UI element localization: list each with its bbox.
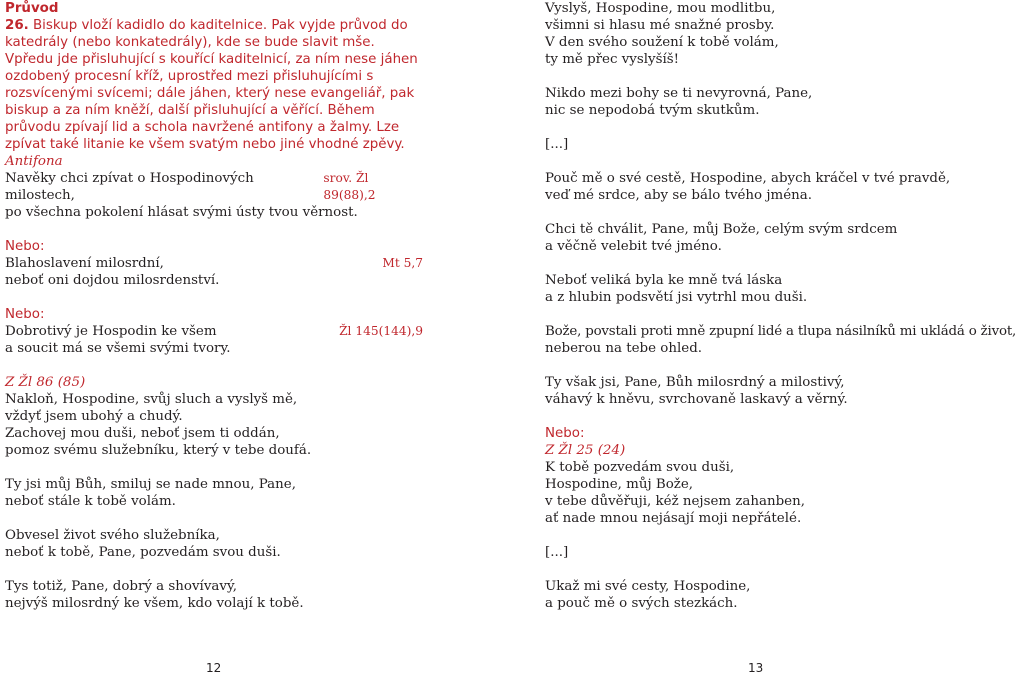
psalm-line: Vyslyš, Hospodine, mou modlitbu, [545,1,776,16]
psalm-line: neboť stále k tobě volám. [5,494,176,509]
psalm-line: neberou na tebe ohled. [545,341,703,356]
psalm-stanza [545,221,960,255]
psalm-line: všimni si hlasu mé snažné prosby. [545,18,775,33]
right-page [545,0,1016,629]
nebo-label: Nebo: [5,239,45,254]
psalm-line: pomoz svému služebníku, který v tebe doufá. [5,443,312,458]
scripture-reference: srov. Žl 89(88),2 [323,171,376,202]
antiphon-line: a soucit má se všemi svými tvory. [5,341,231,356]
psalm-line: Ty však jsi, Pane, Bůh milosrdný a milostivý, [545,375,845,390]
psalm-line: Nikdo mezi bohy se ti nevyrovná, Pane, [545,86,813,101]
scripture-reference: Žl 145(144),9 [339,324,423,338]
psalm-title: Z Žl 86 (85) [5,375,86,390]
page-number-left: 12 [206,661,222,675]
psalm-title: Z Žl 25 (24) [545,443,626,458]
psalm-stanza [545,374,960,408]
psalm-stanza [545,459,960,527]
psalm-stanza [545,272,960,306]
psalm-stanza [5,527,423,561]
psalm-line: Pouč mě o své cestě, Hospodine, abych kráčel v tvé pravdě, [545,171,951,186]
antiphon-3 [5,323,423,357]
psalm-line: Ty jsi můj Bůh, smiluj se nade mnou, Pane, [5,477,296,492]
left-page [5,0,423,629]
antiphon-1 [5,170,423,221]
antiphon-line: neboť oni dojdou milosrdenství. [5,273,220,288]
psalm-stanza [545,0,960,68]
psalm-stanza [5,391,423,459]
nebo-label: Nebo: [545,426,585,441]
section-heading: Průvod [5,1,59,16]
psalm-line: Zachovej mou duši, neboť jsem ti oddán, [5,426,280,441]
psalm-stanza [5,476,423,510]
nebo-label: Nebo: [5,307,45,322]
psalm-stanza [545,323,1016,357]
psalm-line: Tys totiž, Pane, dobrý a shovívavý, [5,579,237,594]
scripture-reference: Mt 5,7 [382,256,423,270]
psalm-stanza [5,578,423,612]
rubric-instruction [5,17,423,153]
psalm-line: nejvýš milosrdný ke všem, kdo volají k tobě. [5,596,304,611]
psalm-line: Neboť veliká byla ke mně tvá láska [545,273,783,288]
psalm-line: v tebe důvěřuji, kéž nejsem zahanben, [545,494,805,509]
antiphon-line: Dobrotivý je Hospodin ke všem [5,324,217,339]
psalm-line: Obvesel život svého služebníka, [5,528,220,543]
ellipsis: [...] [545,545,569,560]
psalm-stanza [545,170,960,204]
psalm-line: ty mě přec vyslyšíš! [545,52,679,67]
psalm-line: Chci tě chválit, Pane, můj Bože, celým svým srdcem [545,222,898,237]
psalm-line: vždyť jsem ubohý a chudý. [5,409,183,424]
psalm-line: váhavý k hněvu, svrchovaně laskavý a věrný. [545,392,848,407]
psalm-line: a pouč mě o svých stezkách. [545,596,738,611]
psalm-line: K tobě pozvedám svou duši, [545,460,735,475]
psalm-line: ať nade mnou nejásají moji nepřátelé. [545,511,802,526]
psalm-line: a věčně velebit tvé jméno. [545,239,722,254]
psalm-line: Hospodine, můj Bože, [545,477,694,492]
antiphon-line: po všechna pokolení hlásat svými ústy tvou věrnost. [5,205,358,220]
psalm-line: nic se nepodobá tvým skutkům. [545,103,760,118]
antifona-label: Antifona [5,154,63,169]
psalm-line: neboť k tobě, Pane, pozvedám svou duši. [5,545,281,560]
psalm-line: Ukaž mi své cesty, Hospodine, [545,579,751,594]
rubric-text: Biskup vloží kadidlo do kaditelnice. Pak vyjde průvod do katedrály (nebo konkatedrály), kde se bude slavit mše. Vpředu jde přisluhující s kouřící kaditelnicí, za ním nese jáhen ozdobený procesní kříž, uprostřed mezi přisluhujícími s rozsvícenými svícemi; dále jáhen, který nese evangeliář, pak biskup a za ním kněží, další přisluhující a věřící. Během průvodu zpívají lid a schola navržené antifony a žalmy. Lze zpívat také litanie ke všem svatým nebo jiné vhodné zpěvy. [5,18,418,152]
antiphon-2 [5,255,423,289]
psalm-line: Nakloň, Hospodine, svůj sluch a vyslyš mě, [5,392,298,407]
psalm-line: a z hlubin podsvětí jsi vytrhl mou duši. [545,290,808,305]
rubric-number: 26. [5,18,29,33]
antiphon-line: Navěky chci zpívat o Hospodinových milostech, [5,171,254,203]
psalm-stanza [545,85,960,119]
psalm-stanza [545,578,960,612]
psalm-line: Bože, povstali proti mně zpupní lidé a tlupa násilníků mi ukládá o život, [545,324,1016,339]
psalm-line: V den svého soužení k tobě volám, [545,35,779,50]
antiphon-line: Blahoslavení milosrdní, [5,256,164,271]
psalm-line: veď mé srdce, aby se bálo tvého jména. [545,188,813,203]
ellipsis: [...] [545,137,569,152]
page-number-right: 13 [748,661,764,675]
